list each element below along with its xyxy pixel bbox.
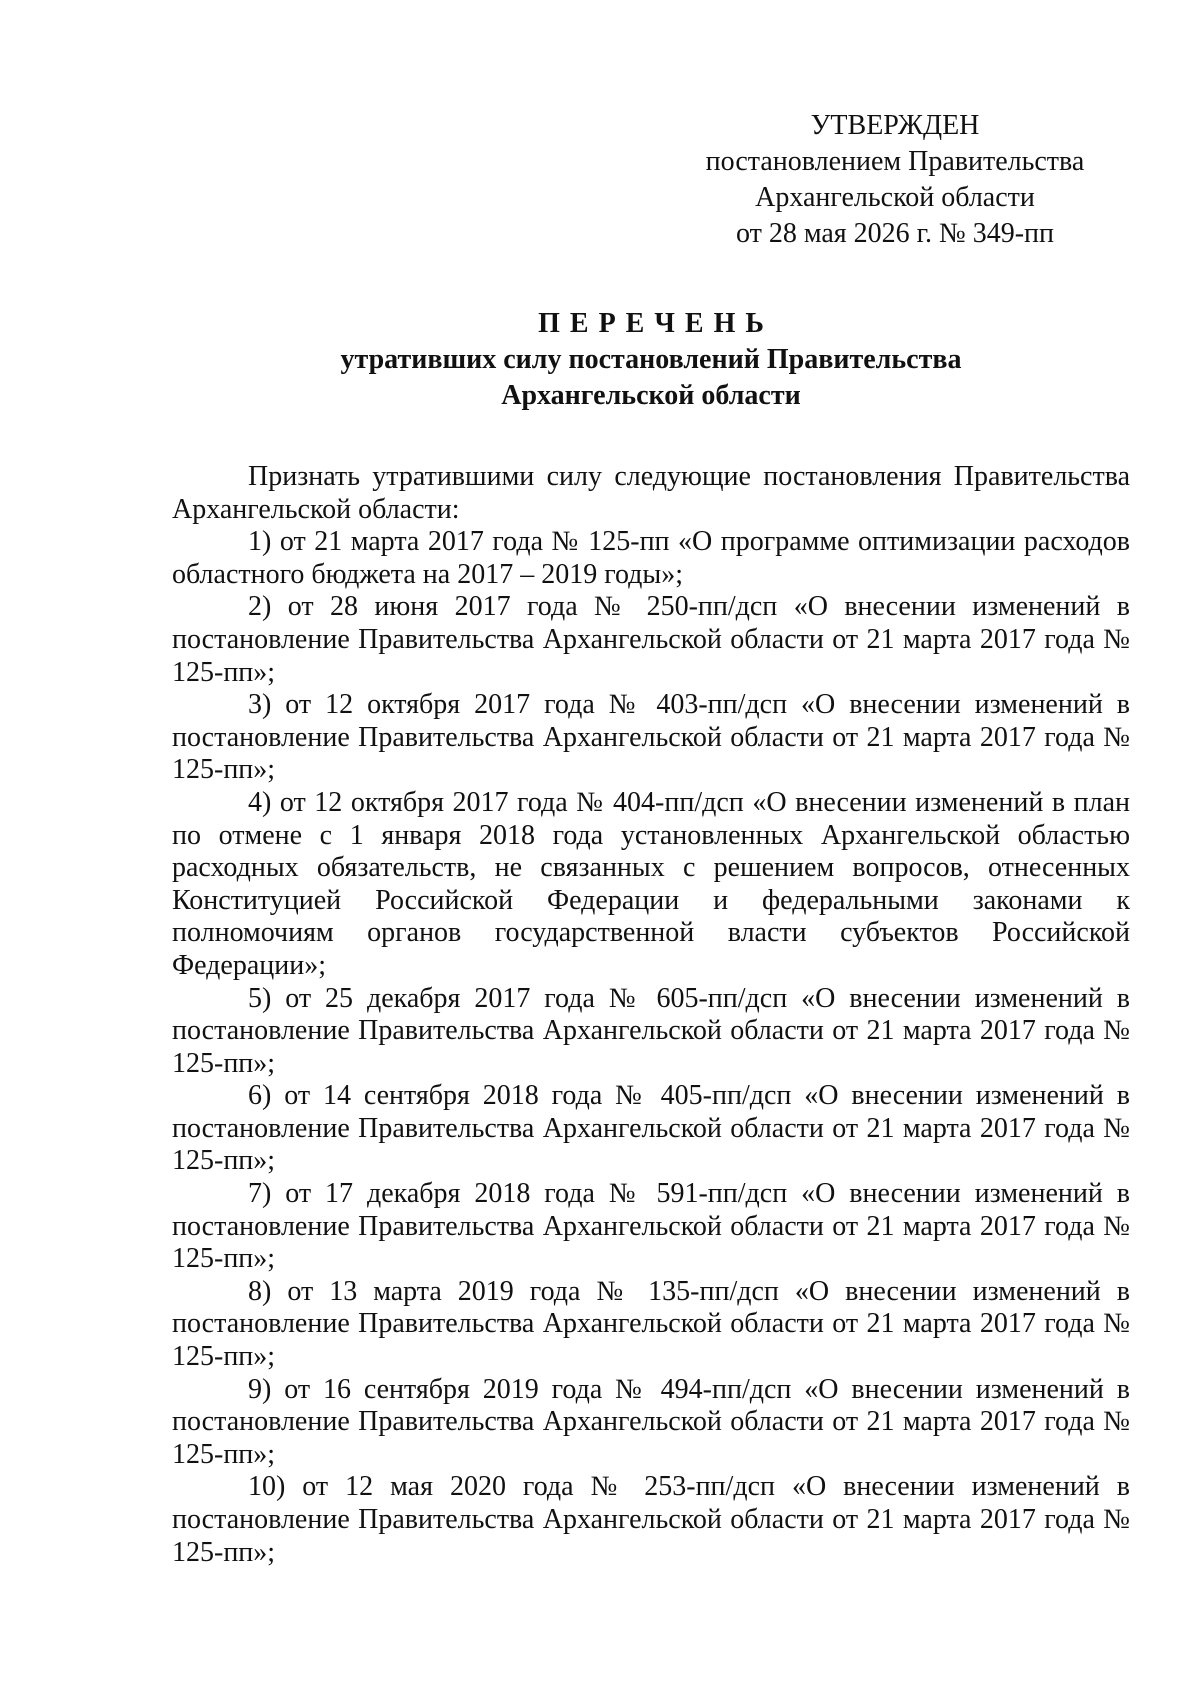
list-item: 4) от 12 октября 2017 года № 404-пп/дсп «О внесении изменений в план по отмене с 1 января 2018 года установленных Архангельской областью расходных обязательств, не связанных с решением вопросов, отнесенных Конституцией Российской Федерации и федеральными законами к полномочиям органов государственной власти субъектов Российской Федерации»; <box>172 786 1130 981</box>
list-item: 8) от 13 марта 2019 года № 135-пп/дсп «О внесении изменений в постановление Правительства Архангельской области от 21 марта 2017 года № 125-пп»; <box>172 1275 1130 1373</box>
document-subtitle: утративших силу постановлений Правительства <box>340 344 962 375</box>
list-item: 5) от 25 декабря 2017 года № 605-пп/дсп «О внесении изменений в постановление Правительства Архангельской области от 21 марта 2017 года № 125-пп»; <box>172 982 1130 1079</box>
intro-paragraph: Признать утратившими силу следующие постановления Правительства Архангельской области: <box>172 461 1130 525</box>
list-item: 7) от 17 декабря 2018 года № 591-пп/дсп «О внесении изменений в постановление Правительства Архангельской области от 21 марта 2017 года № 125-пп»; <box>172 1178 1130 1275</box>
document-body <box>172 461 1130 1569</box>
document-subtitle-region: Архангельской области <box>501 380 801 411</box>
document-heading <box>172 306 1130 414</box>
approval-stamp <box>660 108 1130 252</box>
list-item: 6) от 14 сентября 2018 года № 405-пп/дсп «О внесении изменений в постановление Правительства Архангельской области от 21 марта 2017 года № 125-пп»; <box>172 1080 1130 1177</box>
approval-region: Архангельской области <box>755 182 1035 213</box>
approval-date-number: от 28 мая 2026 г. № 349-пп <box>735 218 1055 249</box>
list-item: 10) от 12 мая 2020 года № 253-пп/дсп «О внесении изменений в постановление Правительства Архангельской области от 21 марта 2017 года № 125-пп»; <box>172 1471 1130 1568</box>
approval-issuer: постановлением Правительства <box>705 146 1085 177</box>
document-title: ПЕРЕЧЕНЬ <box>538 308 774 339</box>
approval-title: УТВЕРЖДЕН <box>810 110 980 141</box>
list-item: 2) от 28 июня 2017 года № 250-пп/дсп «О внесении изменений в постановление Правительства Архангельской области от 21 марта 2017 года № 125-пп»; <box>172 591 1130 688</box>
list-item: 1) от 21 марта 2017 года № 125-пп «О программе оптимизации расходов областного бюджета на 2017 – 2019 годы»; <box>172 526 1130 590</box>
list-item: 9) от 16 сентября 2019 года № 494-пп/дсп «О внесении изменений в постановление Правительства Архангельской области от 21 марта 2017 года № 125-пп»; <box>172 1373 1130 1470</box>
list-item: 3) от 12 октября 2017 года № 403-пп/дсп «О внесении изменений в постановление Правительства Архангельской области от 21 марта 2017 года № 125-пп»; <box>172 689 1130 786</box>
